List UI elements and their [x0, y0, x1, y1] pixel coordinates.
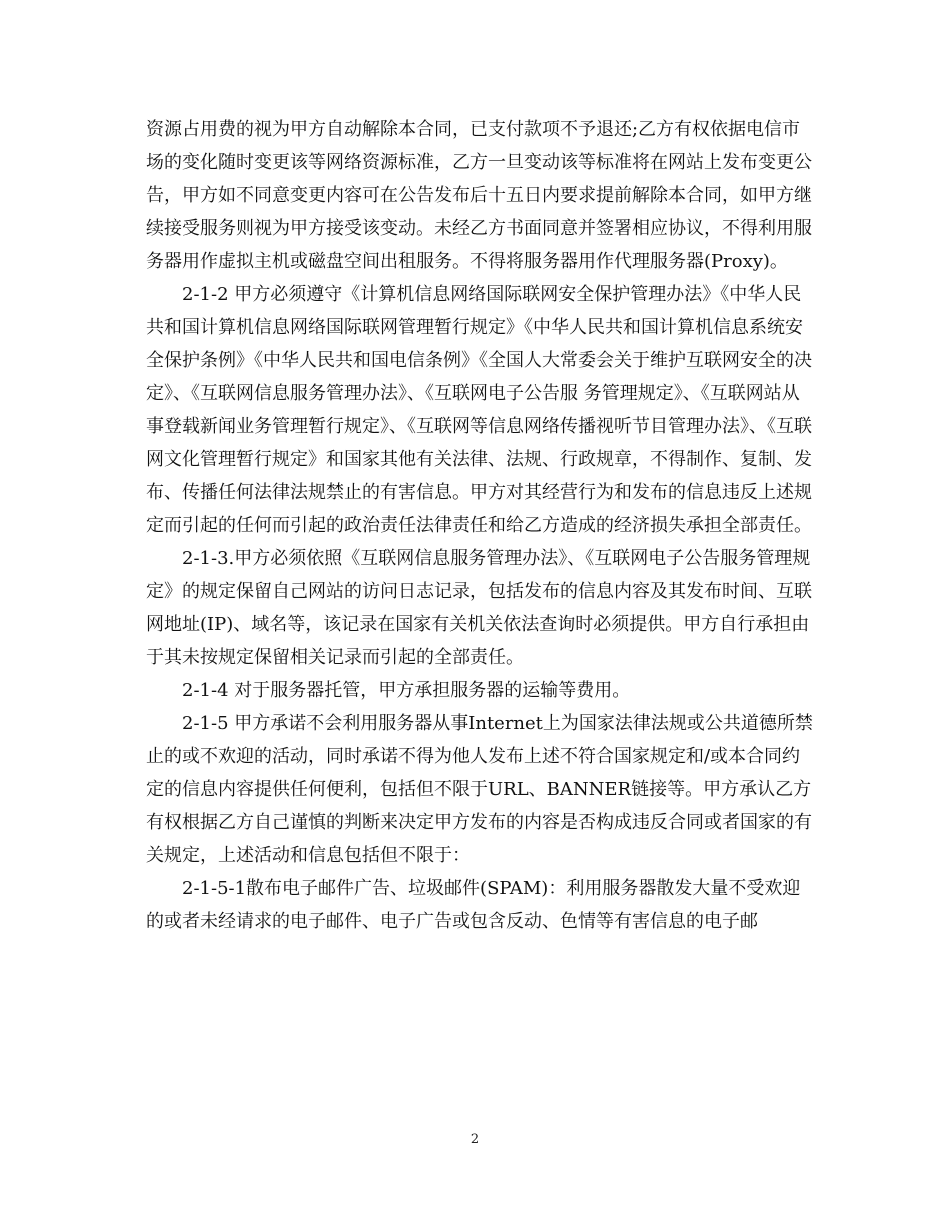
- paragraph-2-1-3: 2-1-3.甲方必须依照《互联网信息服务管理办法》、《互联网电子公告服务管理规定》的规定保留自己网站的访问日志记录，包括发布的信息内容及其发布时间、互联网地址(IP)、域名等，该记录在国家有关机关依法查询时必须提供。甲方自行承担由于其未按规定保留相关记录而引起的全部责任。: [146, 548, 812, 668]
- paragraph-2-1-2: 2-1-2 甲方必须遵守《计算机信息网络国际联网安全保护管理办法》《中华人民共和国计算机信息网络国际联网管理暂行规定》《中华人民共和国计算机信息系统安全保护条例》《中华人民共和国电信条例》《全国人大常委会关于维护互联网安全的决定》、《互联网信息服务管理办法》、《互联网电子公告服 务管理规定》、《互联网站从事登载新闻业务管理暂行规定》、《互联网等信息网络传播视听节目管理办法》、《互联网文化管理暂行规定》和国家其他有关法律、法规、行政规章，不得制作、复制、发布、传播任何法律法规禁止的有害信息。甲方对其经营行为和发布的信息违反上述规定而引起的任何而引起的政治责任法律责任和给乙方造成的经济损失承担全部责任。: [146, 284, 812, 536]
- paragraph-2-1-5: 2-1-5 甲方承诺不会利用服务器从事Internet上为国家法律法规或公共道德所禁止的或不欢迎的活动，同时承诺不得为他人发布上述不符合国家规定和/或本合同约定的信息内容提供任何便利，包括但不限于URL、BANNER链接等。甲方承认乙方有权根据乙方自己谨慎的判断来决定甲方发布的内容是否构成违反合同或者国家的有关规定，上述活动和信息包括但不限于：: [146, 713, 813, 866]
- paragraph-2-1-4: 2-1-4 对于服务器托管，甲方承担服务器的运输等费用。: [182, 680, 631, 701]
- document-body: [146, 113, 816, 938]
- page-number: 2: [470, 1132, 480, 1147]
- paragraph-2-1-5-1: 2-1-5-1散布电子邮件广告、垃圾邮件(SPAM)：利用服务器散发大量不受欢迎的或者未经请求的电子邮件、电子广告或包含反动、色情等有害信息的电子邮: [146, 878, 801, 932]
- paragraph-continuation: 资源占用费的视为甲方自动解除本合同，已支付款项不予退还;乙方有权依据电信市场的变化随时变更该等网络资源标准，乙方一旦变动该等标准将在网站上发布变更公告，甲方如不同意变更内容可在公告发布后十五日内要求提前解除本合同，如甲方继续接受服务则视为甲方接受该变动。未经乙方书面同意并签署相应协议，不得利用服务器用作虚拟主机或磁盘空间出租服务。不得将服务器用作代理服务器(Proxy)。: [146, 119, 812, 272]
